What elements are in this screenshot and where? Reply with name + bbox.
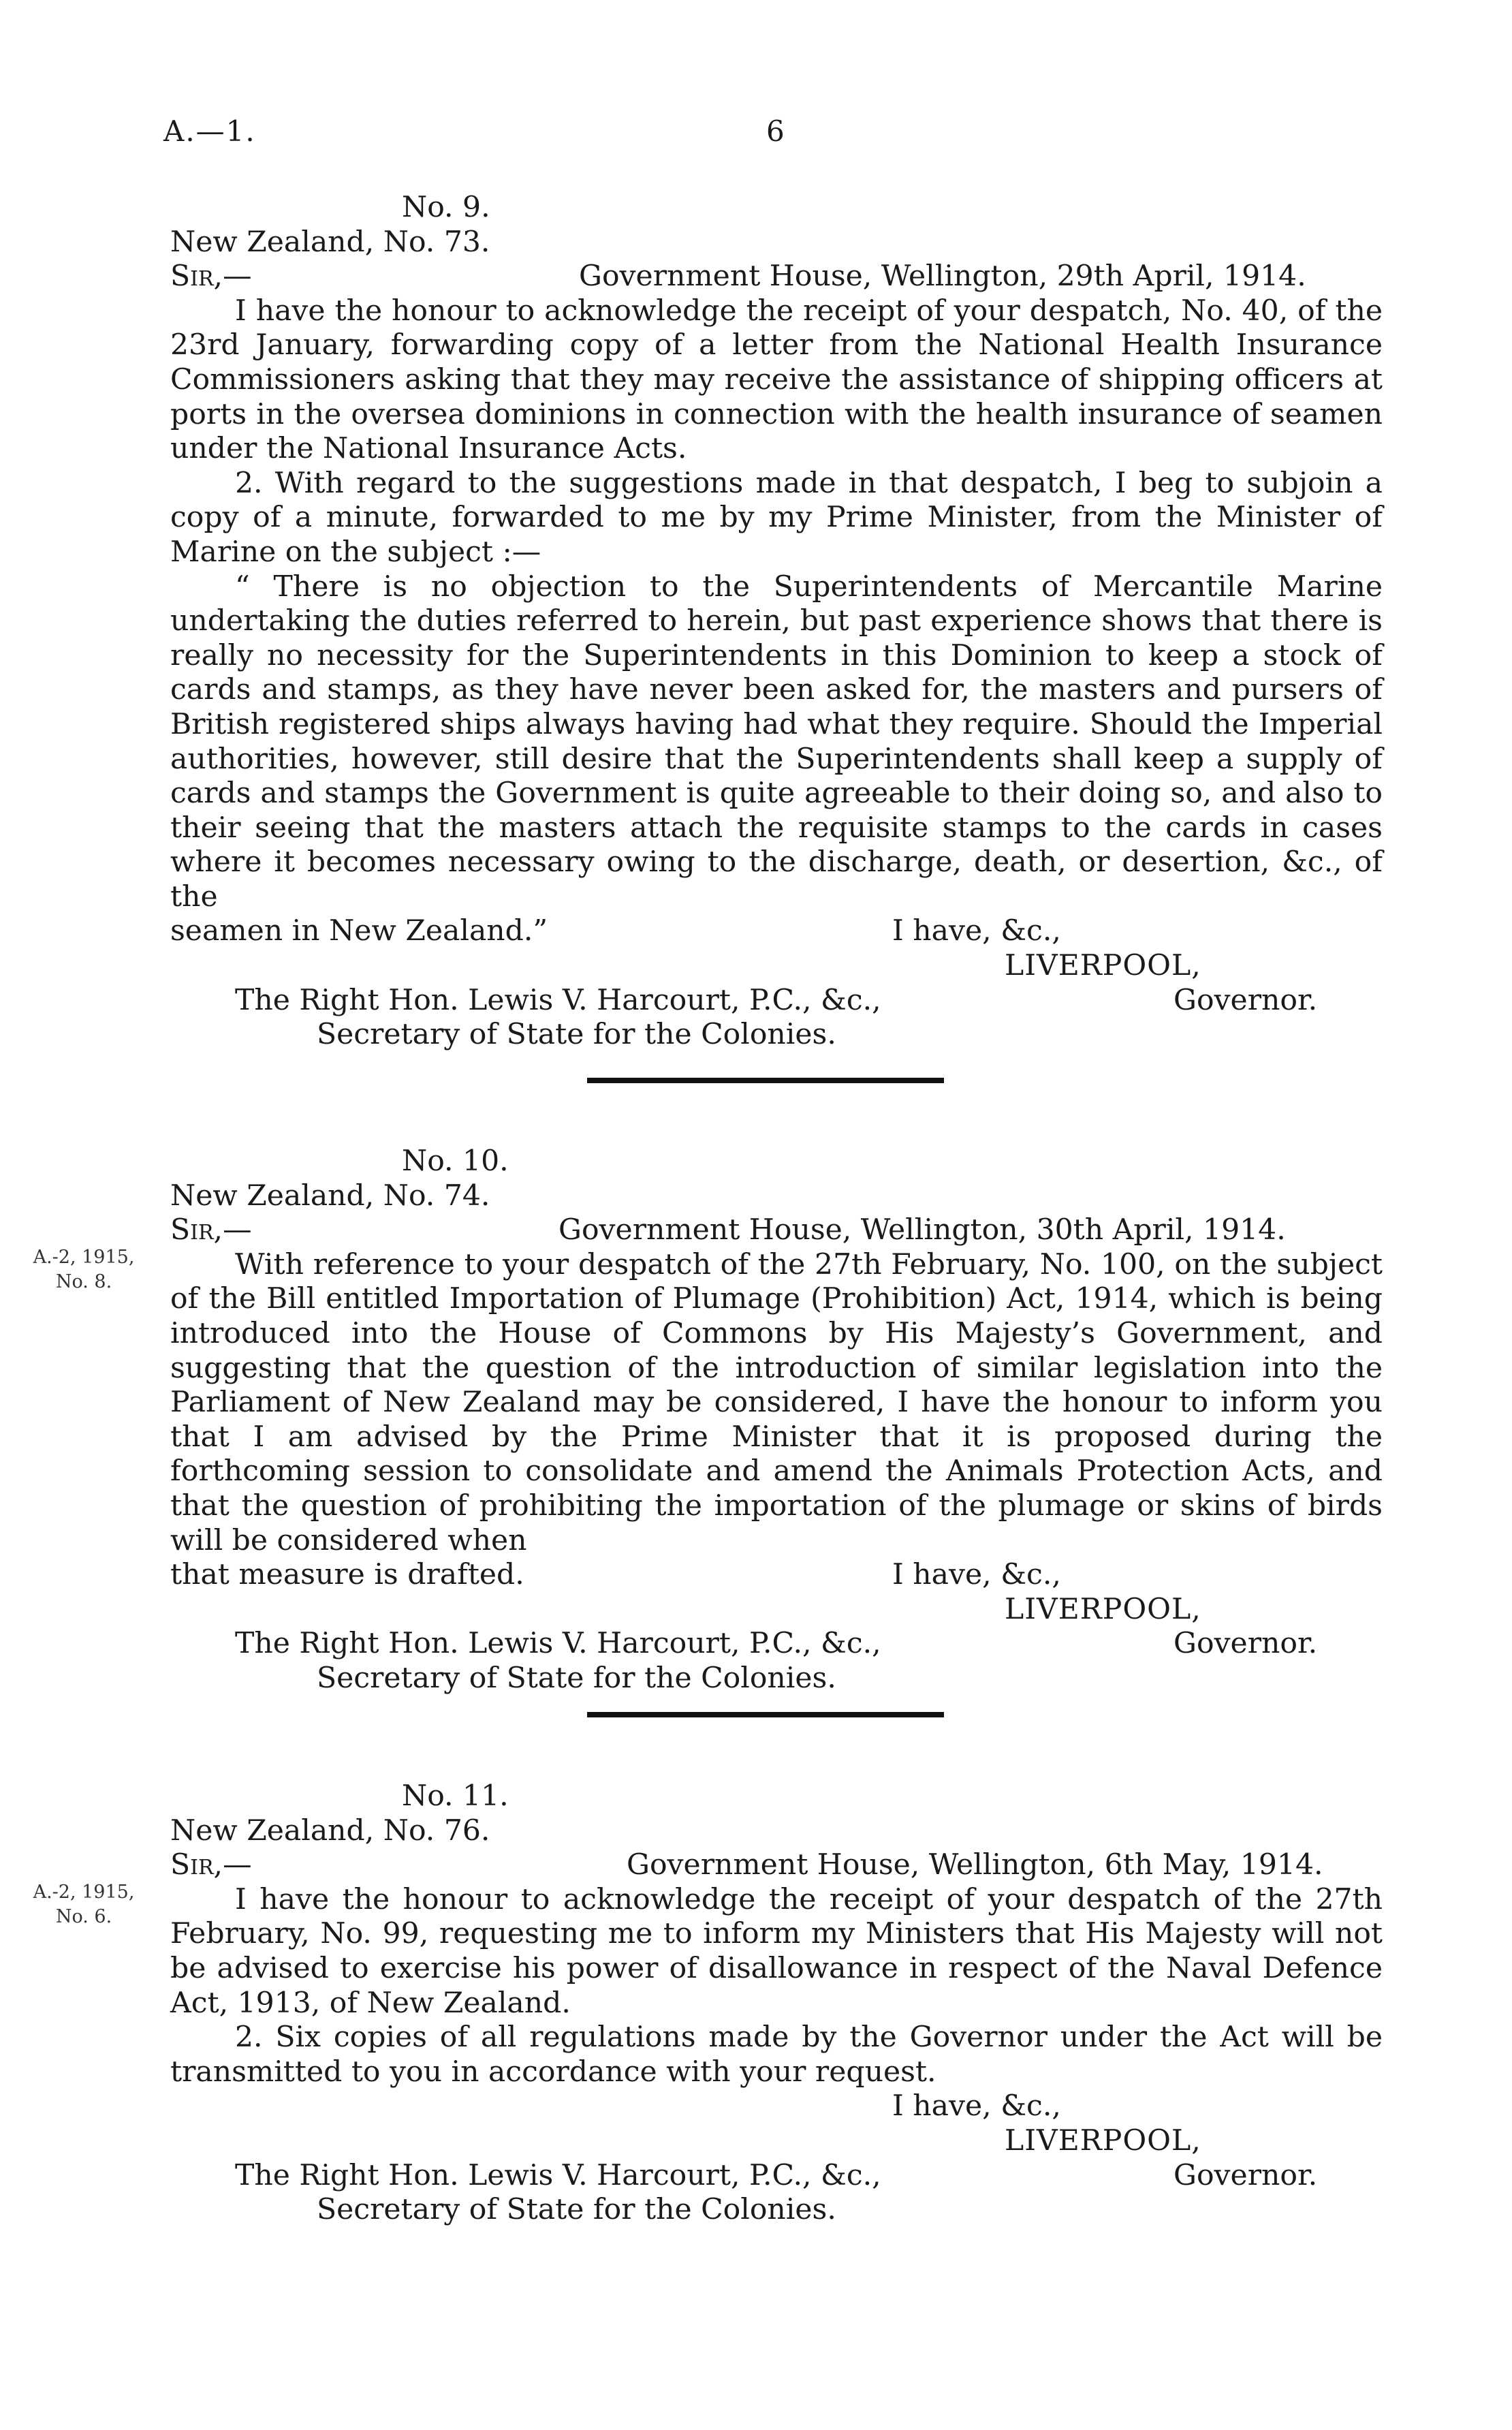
paragraph: I have the honour to acknowledge the receipt of your despatch of the 27th February, No. 99, requesting me to inform my Ministers that His Majesty will not be advised to exercise his power of disallowance in respect of the Naval Defence Act, 1913, of New Zealand. — [170, 1882, 1383, 2020]
letter-no-11 — [170, 1779, 1383, 2228]
paragraph-end: that measure is drafted. — [170, 1558, 524, 1592]
despatch-reference: New Zealand, No. 74. — [170, 1179, 490, 1213]
salutation: Sir,— — [170, 1213, 252, 1247]
closing: I have, &c., — [892, 2089, 1061, 2123]
signer: LIVERPOOL, — [1005, 949, 1201, 983]
signer: LIVERPOOL, — [1005, 2123, 1201, 2158]
letter-number: No. 10. — [402, 1144, 509, 1178]
margin-note-line: A.-2, 1915, — [33, 1882, 135, 1903]
signer-title: Governor. — [1174, 1627, 1318, 1661]
section-divider — [587, 1712, 944, 1717]
paragraph: I have the honour to acknowledge the receipt of your despatch, No. 40, of the 23rd January, forwarding copy of a letter from the National Health Insurance Commissioners asking that they may receive the assistance of shipping officers at ports in the oversea dominions in connection with the health insurance of seamen under the National Insurance Acts. — [170, 294, 1383, 466]
paragraph: 2. Six copies of all regulations made by the Governor under the Act will be transmitted to you in accordance with your request. — [170, 2021, 1383, 2089]
page-number: 6 — [766, 114, 785, 148]
quoted-minute-end: seamen in New Zealand.” — [170, 914, 548, 948]
despatch-reference: New Zealand, No. 76. — [170, 1813, 490, 1848]
addressee-office: Secretary of State for the Colonies. — [317, 1661, 836, 1695]
quoted-minute: “ There is no objection to the Superintendents of Mercantile Marine undertaking the duties referred to herein, but past experience shows that there is really no necessity for the Superintendents in this Dominion to keep a stock of cards and stamps, as they have never been asked for, the masters and pursers of British registered ships always having had what they require. Should the Imperial authorities, however, still desire that the Superintendents shall keep a supply of cards and stamps the Government is quite agreeable to their doing so, and also to their seeing that the masters attach the requisite stamps to the cards in cases where it becomes necessary owing to the discharge, death, or desertion, &c., of the — [170, 570, 1383, 914]
addressee-office: Secretary of State for the Colonies. — [317, 2193, 836, 2227]
closing: I have, &c., — [892, 914, 1061, 948]
margin-note-line: No. 8. — [55, 1271, 112, 1292]
margin-note-line: No. 6. — [55, 1906, 112, 1927]
place-date: Government House, Wellington, 29th April, 1914. — [579, 260, 1306, 294]
letter-no-10 — [170, 1144, 1383, 1696]
salutation: Sir,— — [170, 260, 252, 294]
paragraph: With reference to your despatch of the 27th February, No. 100, on the subject of the Bill entitled Importation of Plumage (Prohibition) Act, 1914, which is being introduced into the House of Commons by His Majesty’s Government, and suggesting that the question of the introduction of similar legislation into the Parliament of New Zealand may be considered, I have the honour to inform you that I am advised by the Prime Minister that it is proposed during the forthcoming session to consolidate and amend the Animals Protection Acts, and that the question of prohibiting the importation of the plumage or skins of birds will be considered when — [170, 1247, 1383, 1557]
margin-note — [26, 1245, 142, 1294]
letter-number: No. 9. — [402, 191, 490, 224]
place-date: Government House, Wellington, 30th April, 1914. — [558, 1213, 1286, 1247]
margin-note-line: A.-2, 1915, — [33, 1247, 135, 1268]
document-reference: A.—1. — [163, 114, 256, 148]
addressee: The Right Hon. Lewis V. Harcourt, P.C., &c., — [235, 983, 881, 1017]
addressee-office: Secretary of State for the Colonies. — [317, 1018, 836, 1052]
margin-note — [26, 1880, 142, 1929]
closing: I have, &c., — [892, 1558, 1061, 1592]
addressee: The Right Hon. Lewis V. Harcourt, P.C., &c., — [235, 1627, 881, 1661]
section-divider — [587, 1078, 944, 1083]
addressee: The Right Hon. Lewis V. Harcourt, P.C., &c., — [235, 2158, 881, 2192]
signer: LIVERPOOL, — [1005, 1592, 1201, 1626]
paragraph: 2. With regard to the suggestions made in that despatch, I beg to subjoin a copy of a minute, forwarded to me by my Prime Minister, from the Minister of Marine on the subject :— — [170, 466, 1383, 569]
despatch-reference: New Zealand, No. 73. — [170, 225, 490, 259]
letter-number: No. 11. — [402, 1779, 509, 1813]
place-date: Government House, Wellington, 6th May, 1914. — [627, 1848, 1323, 1882]
signer-title: Governor. — [1174, 983, 1318, 1017]
salutation: Sir,— — [170, 1848, 252, 1882]
signer-title: Governor. — [1174, 2158, 1318, 2192]
letter-no-9 — [170, 191, 1383, 1053]
